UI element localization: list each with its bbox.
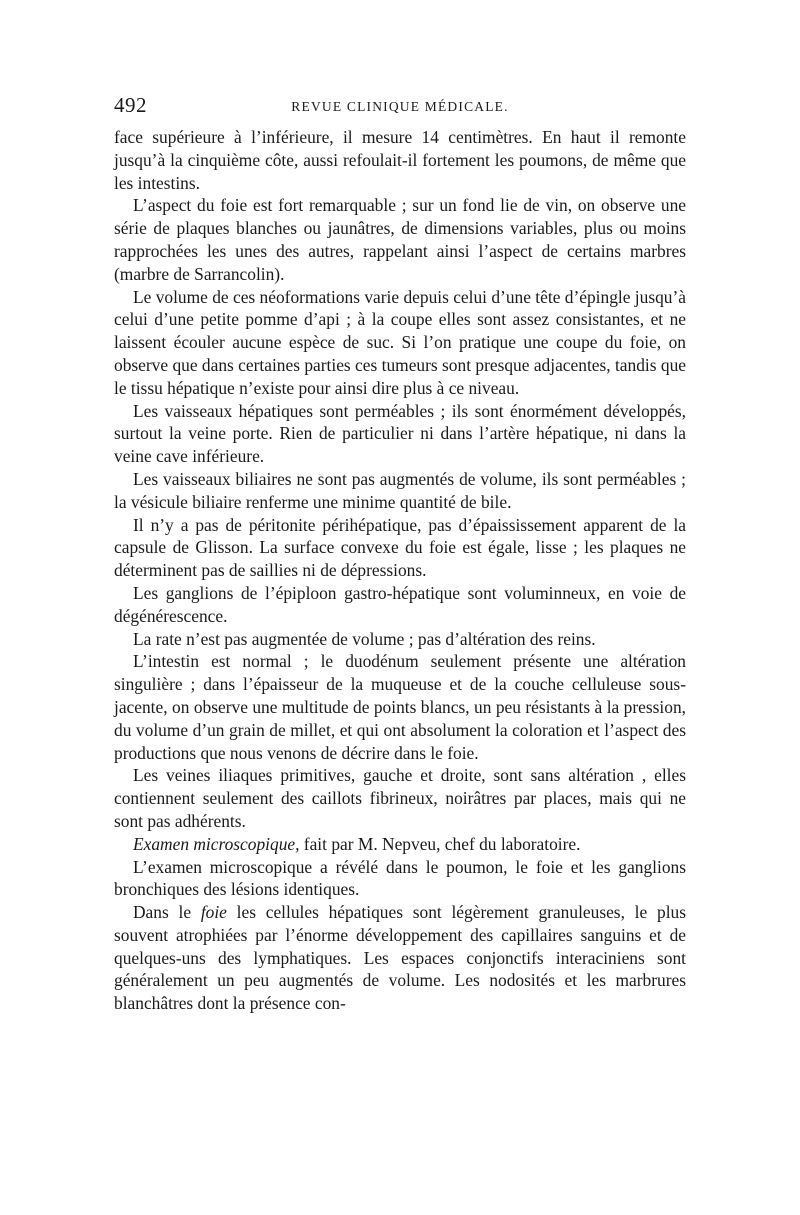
- body-text: [114, 126, 686, 1015]
- paragraph-iliac-veins: Les veines iliaques primitives, gauche et droite, sont sans altération , elles contiennent seulement des caillots fibrineux, noirâtres par places, mais qui ne sont pas adhérents.: [114, 765, 686, 831]
- exam-title-rest: fait par M. Nepveu, chef du laboratoire.: [299, 833, 581, 854]
- paragraph-liver-cells: [114, 901, 686, 1015]
- paragraph-ganglions: Les ganglions de l’épiploon gastro-hépatique sont voluminneux, en voie de dégénérescence.: [114, 582, 686, 626]
- page-number: 492: [114, 93, 147, 117]
- book-page: [114, 92, 686, 1015]
- exam-title-italic: Examen microscopique,: [133, 833, 300, 854]
- paragraph-biliary-vessels: Les vaisseaux biliaires ne sont pas augmentés de volume, ils sont perméables ; la vésicule biliaire renferme une minime quantité de bile.: [114, 468, 686, 512]
- paragraph-continuation: face supérieure à l’inférieure, il mesure 14 centimètres. En haut il remonte jusqu’à la cinquième côte, aussi refoulait-il fortement les poumons, de même que les intestins.: [114, 127, 686, 193]
- liver-para-rest: les cellules hépatiques sont légèrement granuleuses, le plus souvent atrophiées par l’énorme développement des capillaires sanguins et de quelques-uns des lymphatiques. Les espaces conjonctifs interaciniens sont généralement un peu augmentés de volume. Les nodosités et les marbrures blanchâtres dont la présence con-: [114, 902, 686, 1014]
- paragraph-peritonitis: Il n’y a pas de péritonite périhépatique, pas d’épaississement apparent de la capsule de Glisson. La surface convexe du foie est égale, lisse ; les plaques ne déterminent pas de saillies ni de dépressions.: [114, 514, 686, 581]
- paragraph-intestine: L’intestin est normal ; le duodénum seulement présente une altération singulière ; dans l’épaisseur de la muqueuse et de la couche celluleuse sous-jacente, on observe une multitude de points blancs, un peu résistants à la pression, du volume d’un grain de millet, et qui ont absolument la coloration et l’aspect des productions que nous venons de décrire dans le foie.: [114, 651, 686, 763]
- liver-para-lead: Dans le: [133, 902, 201, 923]
- paragraph-spleen: La rate n’est pas augmentée de volume ; pas d’altération des reins.: [133, 628, 596, 649]
- paragraph-microscopic-findings: L’examen microscopique a révélé dans le poumon, le foie et les ganglions bronchiques des lésions identiques.: [114, 856, 686, 900]
- paragraph-microscopic-exam-heading: [114, 833, 686, 856]
- paragraph-liver-aspect: L’aspect du foie est fort remarquable ; sur un fond lie de vin, on observe une série de plaques blanches ou jaunâtres, de dimensions variables, plus ou moins rapprochées les unes des autres, rappelant ainsi l’aspect de certains marbres (marbre de Sarrancolin).: [114, 195, 686, 284]
- page-header: [114, 92, 686, 126]
- liver-para-italic: foie: [200, 902, 227, 923]
- paragraph-hepatic-vessels: Les vaisseaux hépatiques sont perméables ; ils sont énormément développés, surtout la veine porte. Rien de particulier ni dans l’artère hépatique, ni dans la veine cave inférieure.: [114, 400, 686, 467]
- paragraph-neoformation-volume: Le volume de ces néoformations varie depuis celui d’une tête d’épingle jusqu’à celui d’une petite pomme d’api ; à la coupe elles sont assez consistantes, et ne laissent écouler aucune espèce de suc. Si l’on pratique une coupe du foie, on observe que dans certaines parties ces tumeurs sont presque adjacentes, tandis que le tissu hépatique n’existe pour ainsi dire plus à ce niveau.: [114, 286, 686, 398]
- running-title: REVUE CLINIQUE MÉDICALE.: [291, 99, 509, 114]
